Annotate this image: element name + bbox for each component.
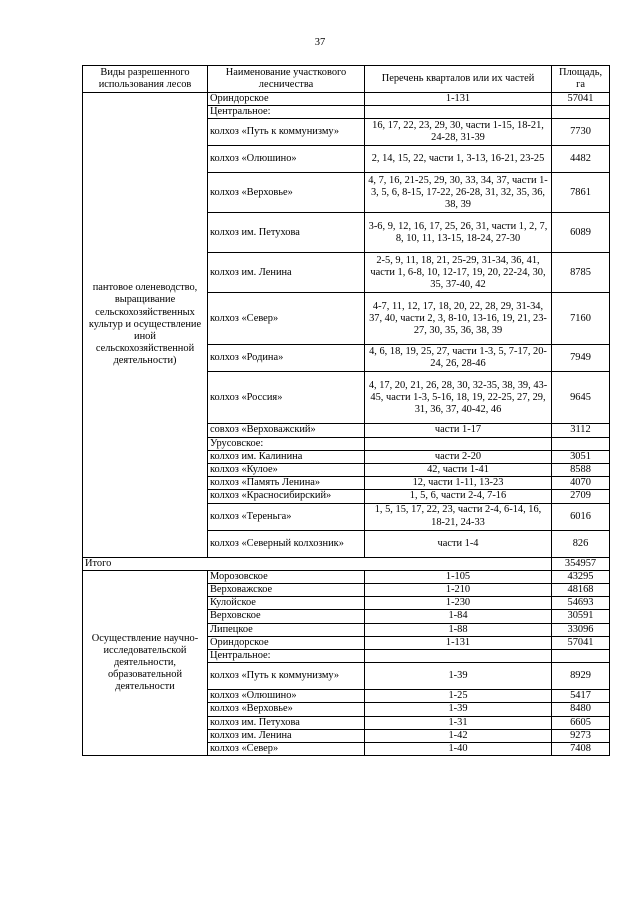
forestry-name-cell: Липецкое bbox=[208, 623, 365, 636]
area-cell: 7408 bbox=[552, 743, 610, 756]
area-cell: 48168 bbox=[552, 584, 610, 597]
area-cell: 5417 bbox=[552, 690, 610, 703]
total-body bbox=[83, 557, 610, 570]
forestry-name-cell: колхоз «Путь к коммунизму» bbox=[208, 663, 365, 690]
quarters-cell: 1-40 bbox=[365, 743, 552, 756]
area-cell: 9273 bbox=[552, 729, 610, 742]
quarters-cell: 12, части 1-11, 13-23 bbox=[365, 477, 552, 490]
quarters-cell: 1-39 bbox=[365, 663, 552, 690]
forestry-name-cell: Ориндорское bbox=[208, 93, 365, 106]
forestry-name-cell: Центральное: bbox=[208, 650, 365, 663]
area-cell: 7730 bbox=[552, 119, 610, 146]
area-cell: 57041 bbox=[552, 636, 610, 649]
forestry-name-cell: колхоз им. Петухова bbox=[208, 716, 365, 729]
area-cell: 4070 bbox=[552, 477, 610, 490]
quarters-cell: 1-131 bbox=[365, 93, 552, 106]
forestry-name-cell: Ориндорское bbox=[208, 636, 365, 649]
area-cell: 9645 bbox=[552, 372, 610, 424]
forestry-name-cell: совхоз «Верховажский» bbox=[208, 424, 365, 437]
forestry-name-cell: колхоз «Родина» bbox=[208, 345, 365, 372]
use-type-cell: пантовое оленеводство, выращивание сельскохозяйственных культур и осуществление иной сельскохозяйственной деятельности) bbox=[83, 93, 208, 558]
quarters-cell: 1-210 bbox=[365, 584, 552, 597]
header-quarters: Перечень кварталов или их частей bbox=[365, 66, 552, 93]
quarters-cell: 4, 7, 16, 21-25, 29, 30, 33, 34, 37, части 1-3, 5, 6, 8-15, 17-22, 26-28, 31, 32, 35, 36, 38, 39 bbox=[365, 173, 552, 213]
quarters-cell: 1-131 bbox=[365, 636, 552, 649]
forestry-name-cell: колхоз «Север» bbox=[208, 743, 365, 756]
forestry-name-cell: колхоз «Верховье» bbox=[208, 703, 365, 716]
quarters-cell: 2, 14, 15, 22, части 1, 3-13, 16-21, 23-25 bbox=[365, 146, 552, 173]
quarters-cell: 4-7, 11, 12, 17, 18, 20, 22, 28, 29, 31-34, 37, 40, части 2, 3, 8-10, 13-16, 19, 21, 23-27, 30, 35, 36, 38, 39 bbox=[365, 293, 552, 345]
total-area: 354957 bbox=[552, 557, 610, 570]
quarters-cell: 1-105 bbox=[365, 570, 552, 583]
forestry-name-cell: Кулойское bbox=[208, 597, 365, 610]
forestry-name-cell: колхоз им. Петухова bbox=[208, 213, 365, 253]
quarters-cell bbox=[365, 437, 552, 450]
forestry-name-cell: колхоз им. Ленина bbox=[208, 253, 365, 293]
area-cell: 6016 bbox=[552, 503, 610, 530]
area-cell: 7949 bbox=[552, 345, 610, 372]
forestry-name-cell: Центральное: bbox=[208, 106, 365, 119]
area-cell: 8588 bbox=[552, 464, 610, 477]
quarters-cell: 1, 5, 15, 17, 22, 23, части 2-4, 6-14, 16, 18-21, 24-33 bbox=[365, 503, 552, 530]
quarters-cell bbox=[365, 650, 552, 663]
quarters-cell: 2-5, 9, 11, 18, 21, 25-29, 31-34, 36, 41, части 1, 6-8, 10, 12-17, 19, 20, 22-24, 30, 35, 37-40, 42 bbox=[365, 253, 552, 293]
forest-use-table bbox=[82, 65, 610, 756]
quarters-cell: 4, 17, 20, 21, 26, 28, 30, 32-35, 38, 39, 43-45, части 1-3, 5-16, 18, 19, 22-25, 27, 29, 31, 36, 37, 40-42, 46 bbox=[365, 372, 552, 424]
area-cell: 7861 bbox=[552, 173, 610, 213]
forestry-name-cell: колхоз им. Ленина bbox=[208, 729, 365, 742]
area-cell bbox=[552, 437, 610, 450]
header-area: Площадь, га bbox=[552, 66, 610, 93]
table-row bbox=[83, 570, 610, 583]
forestry-name-cell: Морозовское bbox=[208, 570, 365, 583]
area-cell: 33096 bbox=[552, 623, 610, 636]
forestry-name-cell: колхоз им. Калинина bbox=[208, 450, 365, 463]
group1-body bbox=[83, 93, 610, 558]
forestry-name-cell: колхоз «Верховье» bbox=[208, 173, 365, 213]
area-cell: 8480 bbox=[552, 703, 610, 716]
quarters-cell: части 1-17 bbox=[365, 424, 552, 437]
forestry-name-cell: колхоз «Тереньга» bbox=[208, 503, 365, 530]
area-cell: 43295 bbox=[552, 570, 610, 583]
forestry-name-cell: колхоз «Север» bbox=[208, 293, 365, 345]
area-cell: 826 bbox=[552, 530, 610, 557]
page-number: 37 bbox=[314, 37, 326, 48]
forestry-name-cell: колхоз «Путь к коммунизму» bbox=[208, 119, 365, 146]
quarters-cell: 1-42 bbox=[365, 729, 552, 742]
area-cell: 2709 bbox=[552, 490, 610, 503]
table-row bbox=[83, 93, 610, 106]
header-type: Виды разрешенного использования лесов bbox=[83, 66, 208, 93]
area-cell bbox=[552, 106, 610, 119]
quarters-cell: 16, 17, 22, 23, 29, 30, части 1-15, 18-21, 24-28, 31-39 bbox=[365, 119, 552, 146]
quarters-cell bbox=[365, 106, 552, 119]
quarters-cell: 1-25 bbox=[365, 690, 552, 703]
quarters-cell: 1-84 bbox=[365, 610, 552, 623]
forestry-name-cell: Верховское bbox=[208, 610, 365, 623]
area-cell: 3051 bbox=[552, 450, 610, 463]
forestry-name-cell: колхоз «Олюшино» bbox=[208, 690, 365, 703]
area-cell: 7160 bbox=[552, 293, 610, 345]
area-cell: 57041 bbox=[552, 93, 610, 106]
forestry-name-cell: колхоз «Память Ленина» bbox=[208, 477, 365, 490]
area-cell: 54693 bbox=[552, 597, 610, 610]
quarters-cell: 1, 5, 6, части 2-4, 7-16 bbox=[365, 490, 552, 503]
forestry-name-cell: Верховажское bbox=[208, 584, 365, 597]
forestry-name-cell: колхоз «Красносибирский» bbox=[208, 490, 365, 503]
area-cell: 8929 bbox=[552, 663, 610, 690]
area-cell: 6089 bbox=[552, 213, 610, 253]
group2-body bbox=[83, 570, 610, 755]
forestry-name-cell: колхоз «Россия» bbox=[208, 372, 365, 424]
forestry-name-cell: колхоз «Кулое» bbox=[208, 464, 365, 477]
area-cell bbox=[552, 650, 610, 663]
forestry-name-cell: колхоз «Олюшино» bbox=[208, 146, 365, 173]
forestry-name-cell: Урусовское: bbox=[208, 437, 365, 450]
quarters-cell: 42, части 1-41 bbox=[365, 464, 552, 477]
area-cell: 8785 bbox=[552, 253, 610, 293]
area-cell: 30591 bbox=[552, 610, 610, 623]
area-cell: 6605 bbox=[552, 716, 610, 729]
table-header-row bbox=[83, 66, 610, 93]
use-type-cell: Осуществление научно-исследовательской деятельности, образовательной деятельности bbox=[83, 570, 208, 755]
quarters-cell: 3-6, 9, 12, 16, 17, 25, 26, 31, части 1, 2, 7, 8, 10, 11, 13-15, 18-24, 27-30 bbox=[365, 213, 552, 253]
quarters-cell: 1-230 bbox=[365, 597, 552, 610]
quarters-cell: 4, 6, 18, 19, 25, 27, части 1-3, 5, 7-17, 20-24, 26, 28-46 bbox=[365, 345, 552, 372]
quarters-cell: 1-39 bbox=[365, 703, 552, 716]
quarters-cell: части 1-4 bbox=[365, 530, 552, 557]
forestry-name-cell: колхоз «Северный колхозник» bbox=[208, 530, 365, 557]
header-forestry: Наименование участкового лесничества bbox=[208, 66, 365, 93]
quarters-cell: 1-88 bbox=[365, 623, 552, 636]
area-cell: 4482 bbox=[552, 146, 610, 173]
area-cell: 3112 bbox=[552, 424, 610, 437]
quarters-cell: 1-31 bbox=[365, 716, 552, 729]
total-row bbox=[83, 557, 610, 570]
quarters-cell: части 2-20 bbox=[365, 450, 552, 463]
total-label: Итого bbox=[83, 557, 552, 570]
